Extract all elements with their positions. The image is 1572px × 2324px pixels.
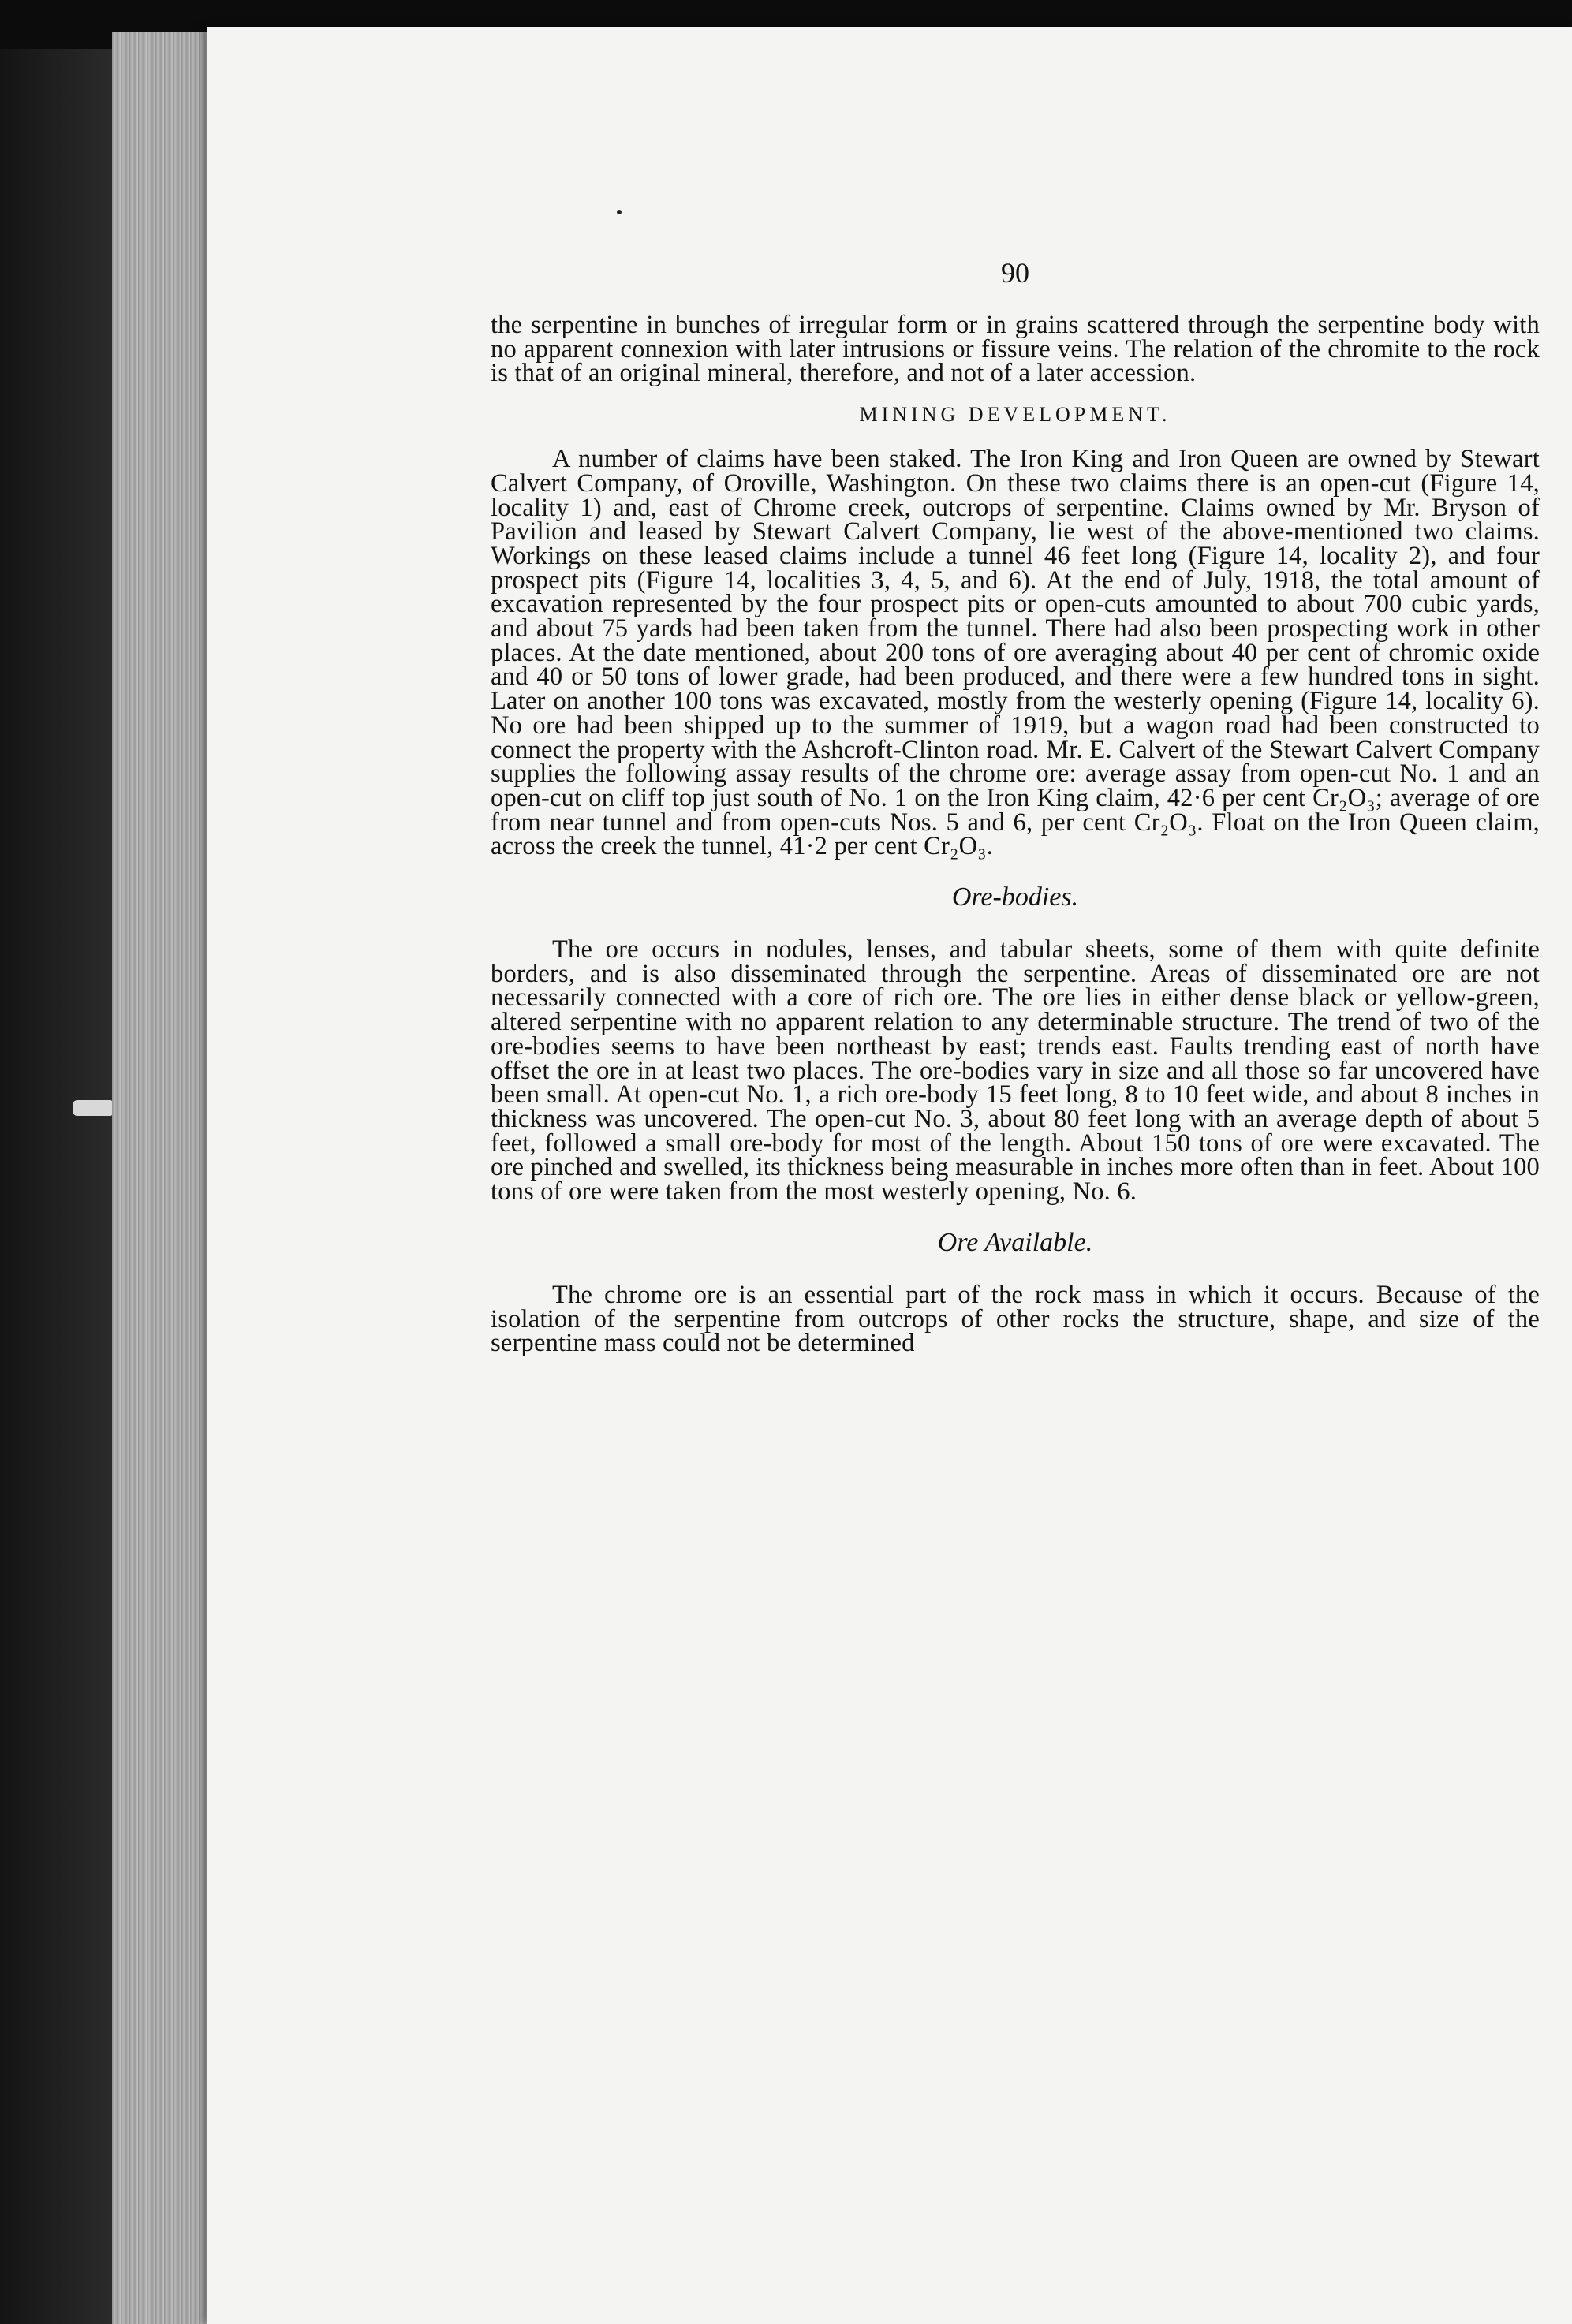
scan-left-border: [0, 49, 118, 2324]
page-tab-mark: [73, 1100, 112, 1116]
page-number: 90: [1001, 257, 1029, 289]
ore-available-paragraph: The chrome ore is an essential part of the rock mass in which it occurs. Because of the isolation of the serpentine from outcrops of other rocks the structure, shape, and size of the serpentine mass could not be determined: [491, 1280, 1540, 1358]
ore-bodies-paragraph: The ore occurs in nodules, lenses, and tabular sheets, some of them with quite definite borders, and is also disseminated through the serpentine. Areas of disseminated ore are not necessarily connected with a core of rich ore. The ore lies in either dense black or yellow-green, altered serpentine with no apparent relation to any determinable structure. The trend of two of the ore-bodies seems to have been northeast by east; trends east. Faults trending east of north have offset the ore in at least two places. The ore-bodies vary in size and all those so far uncovered have been small. At open-cut No. 1, a rich ore-body 15 feet long, 8 to 10 feet wide, and about 8 inches in thickness was uncovered. The open-cut No. 3, about 80 feet long with an average depth of about 5 feet, followed a small ore-body for most of the length. About 150 tons of ore were excavated. The ore pinched and swelled, its thickness being measurable in inches more often than in feet. About 100 tons of ore were taken from the most westerly opening, No. 6.: [491, 935, 1540, 1207]
intro-paragraph: the serpentine in bunches of irregular form or in grains scattered through the serpentine body with no apparent connexion with later intrusions or fissure veins. The relation of the chromite to the rock is that of an original mineral, therefore, and not of a later accession.: [491, 311, 1540, 388]
page-content: [491, 256, 1540, 1356]
section-heading-ore-available: Ore Available.: [937, 1227, 1093, 1257]
section-heading-ore-bodies: Ore-bodies.: [951, 882, 1079, 912]
mining-development-paragraph: A number of claims have been staked. The Iron King and Iron Queen are owned by Stewart Calvert Company, of Oroville, Washington. On these two claims there is an open-cut (Figure 14, locality 1) and, east of Chrome creek, outcrops of serpentine. Claims owned by Mr. Bryson of Pavilion and leased by Stewart Calvert Company, lie west of the above-mentioned two claims. Workings on these leased claims include a tunnel 46 feet long (Figure 14, locality 2), and four prospect pits (Figure 14, localities 3, 4, 5, and 6). At the end of July, 1918, the total amount of excavation represented by the four prospect pits or open-cuts amounted to about 700 cubic yards, and about 75 yards had been taken from the tunnel. There had also been prospecting work in other places. At the date mentioned, about 200 tons of ore averaging about 40 per cent of chromic oxide and 40 or 50 tons of lower grade, had been produced, and there were a few hundred tons in sight. Later on another 100 tons was excavated, mostly from the westerly opening (Figure 14, locality 6). No ore had been shipped up to the summer of 1919, but a wagon road had been constructed to connect the property with the Ashcroft-Clinton road. Mr. E. Calvert of the Stewart Calvert Company supplies the following assay results of the chrome ore: average assay from open-cut No. 1 and an open-cut on cliff top just south of No. 1 on the Iron King claim, 42·6 per cent Cr₂O₃; average of ore from near tunnel and from open-cuts Nos. 5 and 6, per cent Cr₂O₃. Float on the Iron Queen claim, across the creek the tunnel, 41·2 per cent Cr₂O₃.: [491, 445, 1540, 861]
section-heading-mining-development: MINING DEVELOPMENT.: [859, 403, 1171, 427]
dust-speck: [617, 210, 622, 214]
